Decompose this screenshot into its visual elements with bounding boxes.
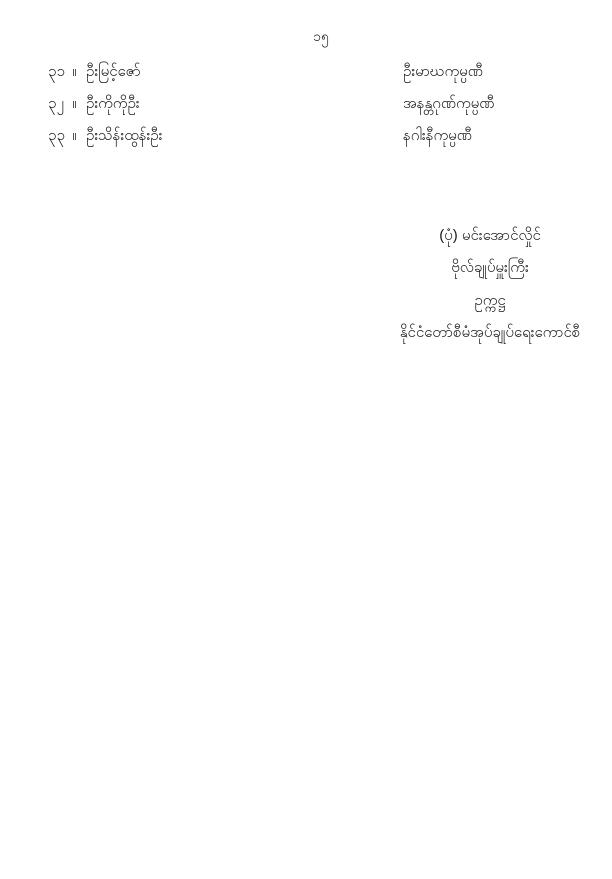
entry-number: ၃၁ (48, 63, 65, 80)
signer-rank: ဗိုလ်ချုပ်မှူးကြီး (451, 259, 529, 277)
section-mark: ။ (72, 95, 77, 112)
person-name: ဦးကိုကိုဦး (86, 95, 140, 112)
list-item (0, 60, 612, 84)
company-name: ဦးမာဃကုမ္ပဏီ (403, 63, 483, 80)
page-number: ၁၅ (313, 28, 329, 44)
signer-title: ဥက္ကဋ္ဌ (474, 291, 506, 309)
signer-organization: နိုင်ငံတော်စီမံအုပ်ချုပ်ရေးကောင်စီ (399, 324, 581, 342)
signed-name: (ပုံ) မင်းအောင်လှိုင် (439, 227, 541, 244)
signature-block (358, 220, 612, 350)
section-mark: ။ (72, 127, 77, 144)
person-name: ဦးမြင့်ဇော် (86, 63, 141, 80)
list-item (0, 92, 612, 116)
list-item (0, 124, 612, 148)
entry-number: ၃၃ (48, 127, 65, 144)
company-name: နဂါးနီကုမ္ပဏီ (403, 127, 472, 144)
section-mark: ။ (72, 63, 77, 80)
entry-number: ၃၂ (48, 95, 64, 112)
person-name: ဦးသိန်းထွန်းဦး (86, 127, 163, 144)
company-name: အနန္တဂုဏ်ကုမ္ပဏီ (403, 95, 495, 112)
